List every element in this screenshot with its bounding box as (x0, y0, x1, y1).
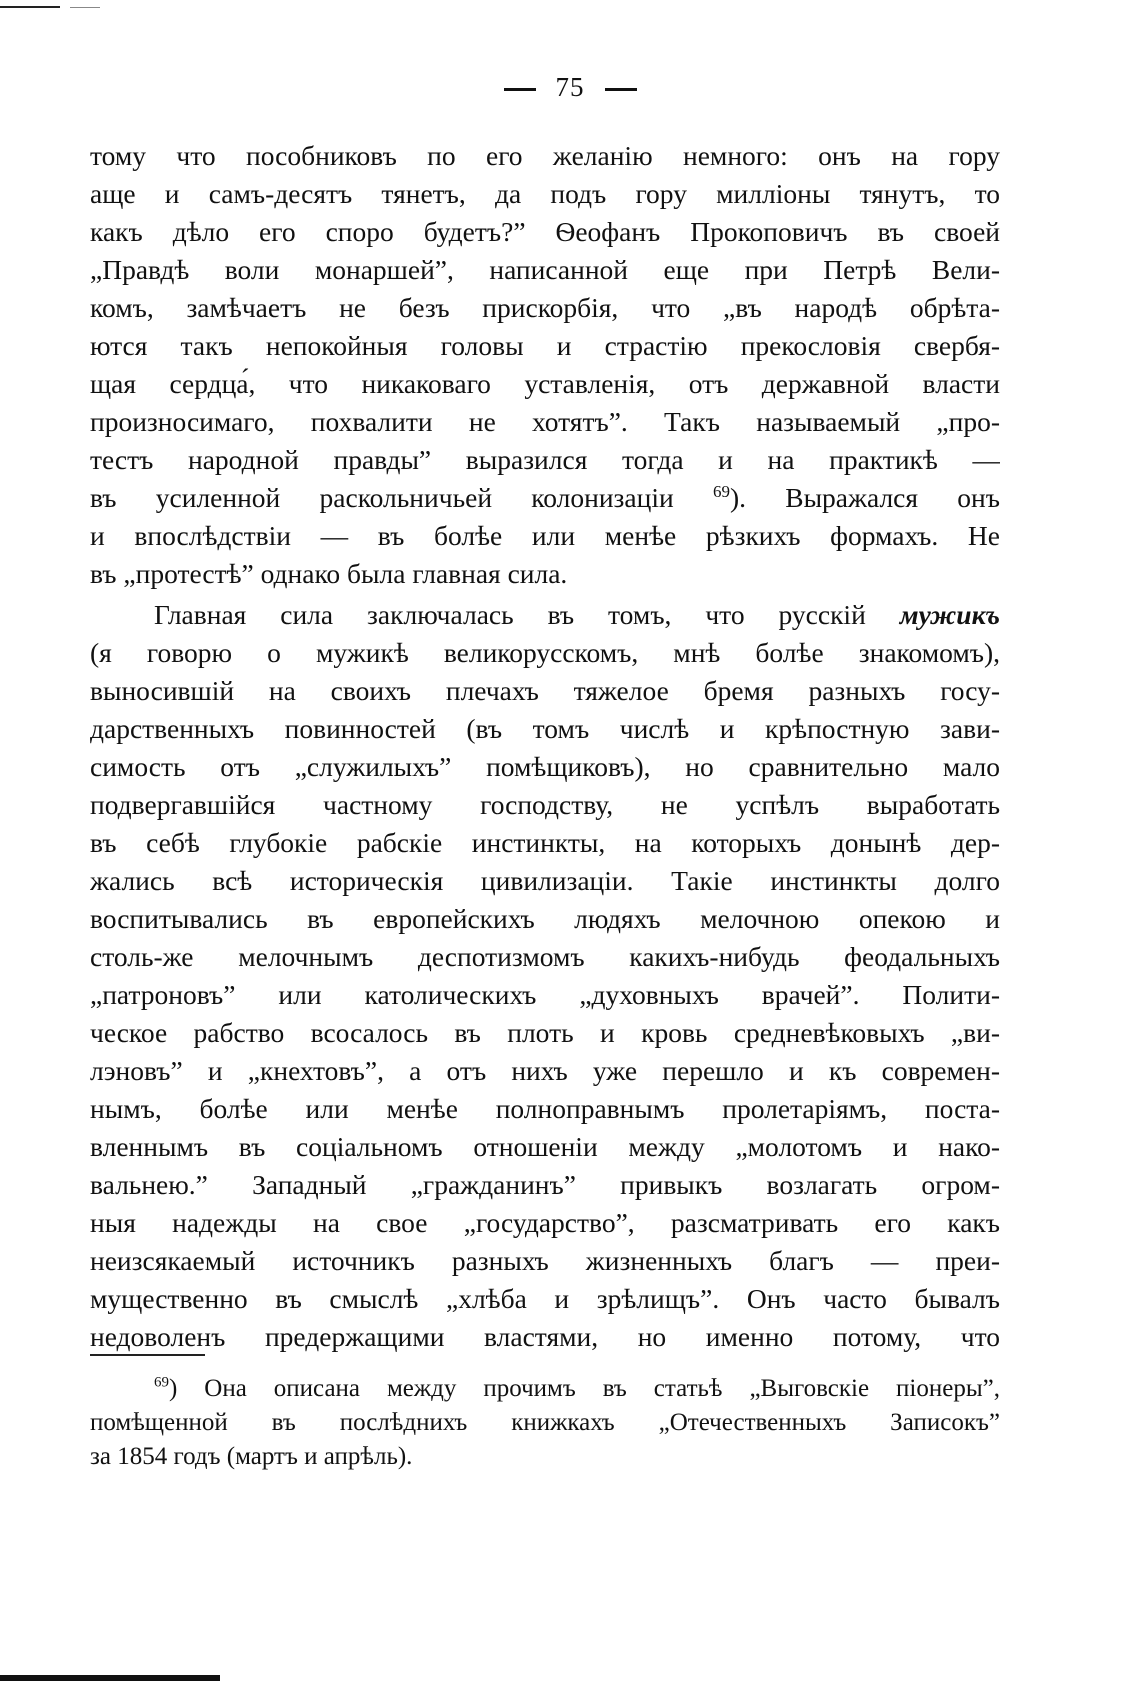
text-line: въ „протестѣ” однако была главная сила. (90, 558, 568, 589)
text-line: тестъ народной правды” выразился тогда и на практикѣ — (90, 444, 1000, 475)
text-line: произносимаго, похвалити не хотятъ”. Такъ называемый „про- (90, 406, 1000, 437)
scan-edge-mark-top-secondary (70, 7, 100, 8)
text-line: лэновъ” и „кнехтовъ”, а отъ нихъ уже перешло и къ современ- (90, 1055, 1000, 1086)
text-line: недоволенъ предержащими властями, но именно потому, что (90, 1321, 1000, 1352)
text-line: аще и самъ-десятъ тянетъ, да подъ гору милліоны тянутъ, то (90, 178, 1000, 209)
text-fragment: Главная сила заключалась въ томъ, что русскій (154, 599, 900, 630)
text-line: ческое рабство всосалось въ плоть и кровь средневѣковыхъ „ви- (90, 1017, 1000, 1048)
text-line: (я говорю о мужикѣ великорусскомъ, мнѣ болѣе знакомомъ), (90, 637, 1000, 668)
footnote-reference[interactable]: 69 (712, 481, 730, 501)
text-line: дарственныхъ повинностей (въ томъ числѣ и крѣпостную зави- (90, 713, 1000, 744)
text-fragment: въ усиленной раскольничьей колонизаціи (90, 482, 713, 513)
text-line: щая сердца́, что никаковаго уставленія, отъ державной власти (90, 368, 1000, 399)
text-line: выносившій на своихъ плечахъ тяжелое бремя разныхъ госу- (90, 675, 1000, 706)
text-line: жались всѣ историческія цивилизаціи. Такіе инстинкты долго (90, 865, 1000, 896)
text-line: воспитывались въ европейскихъ людяхъ мелочною опекою и (90, 903, 1000, 934)
scan-edge-mark-top (0, 6, 60, 8)
text-line: мущественно въ смыслѣ „хлѣба и зрѣлищъ”. Онъ часто бывалъ (90, 1283, 1000, 1314)
text-line: неизсякаемый источникъ разныхъ жизненныхъ благъ — преи- (90, 1245, 1000, 1276)
text-line-with-footnote-ref (90, 479, 1000, 517)
text-line: нымъ, болѣе или менѣе полноправнымъ пролетаріямъ, поста- (90, 1093, 1000, 1124)
paragraph-2 (90, 596, 1000, 1356)
text-line: какъ дѣло его споро будетъ?” Ѳеофанъ Прокоповичъ въ своей (90, 216, 1000, 247)
text-line: въ себѣ глубокіе рабскіе инстинкты, на которыхъ донынѣ дер- (90, 827, 1000, 858)
text-line: симость отъ „служилыхъ” помѣщиковъ), но сравнительно мало (90, 751, 1000, 782)
emphasized-word: мужикъ (899, 599, 1000, 630)
text-line: ныя надежды на свое „государство”, разсматривать его какъ (90, 1207, 1000, 1238)
page-number-value: 75 (555, 72, 585, 102)
page-number-dash-left (504, 88, 536, 91)
text-line: „Правдѣ воли монаршей”, написанной еще при Петрѣ Вели- (90, 254, 1000, 285)
page-number (0, 72, 1140, 103)
text-line-indented (90, 596, 1000, 634)
text-fragment: ). Выражался онъ (729, 482, 1000, 513)
text-line: тому что пособниковъ по его желанію немного: онъ на гору (90, 140, 1000, 171)
footnote-separator (90, 1354, 205, 1356)
text-fragment: ) Она описана между прочимъ въ статьѣ „Выговскіе піонеры”, (169, 1375, 1000, 1402)
text-line: столь-же мелочнымъ деспотизмомъ какихъ-нибудь феодальныхъ (90, 941, 1000, 972)
footnote-marker: 69 (154, 1374, 169, 1391)
paragraph-1 (90, 137, 1000, 593)
text-line: ются такъ непокойныя головы и страстію прекословія свербя- (90, 330, 1000, 361)
footnote-line (90, 1372, 1000, 1406)
text-line: подвергавшійся частному господству, не успѣлъ выработать (90, 789, 1000, 820)
footnote-line: помѣщенной въ послѣднихъ книжкахъ „Отечественныхъ Записокъ” (90, 1409, 1000, 1436)
scan-edge-mark-bottom (0, 1675, 220, 1681)
text-line: комъ, замѣчаетъ не безъ прискорбія, что „въ народѣ обрѣта- (90, 292, 1000, 323)
page-number-dash-right (605, 88, 637, 91)
footnote (90, 1372, 1000, 1474)
text-line: вленнымъ въ соціальномъ отношеніи между „молотомъ и нако- (90, 1131, 1000, 1162)
text-line: „патроновъ” или католическихъ „духовныхъ врачей”. Полити- (90, 979, 1000, 1010)
footnote-line: за 1854 годъ (мартъ и апрѣль). (90, 1443, 413, 1470)
text-line: вальнею.” Западный „гражданинъ” привыкъ возлагать огром- (90, 1169, 1000, 1200)
text-line: и впослѣдствіи — въ болѣе или менѣе рѣзкихъ формахъ. Не (90, 520, 1000, 551)
